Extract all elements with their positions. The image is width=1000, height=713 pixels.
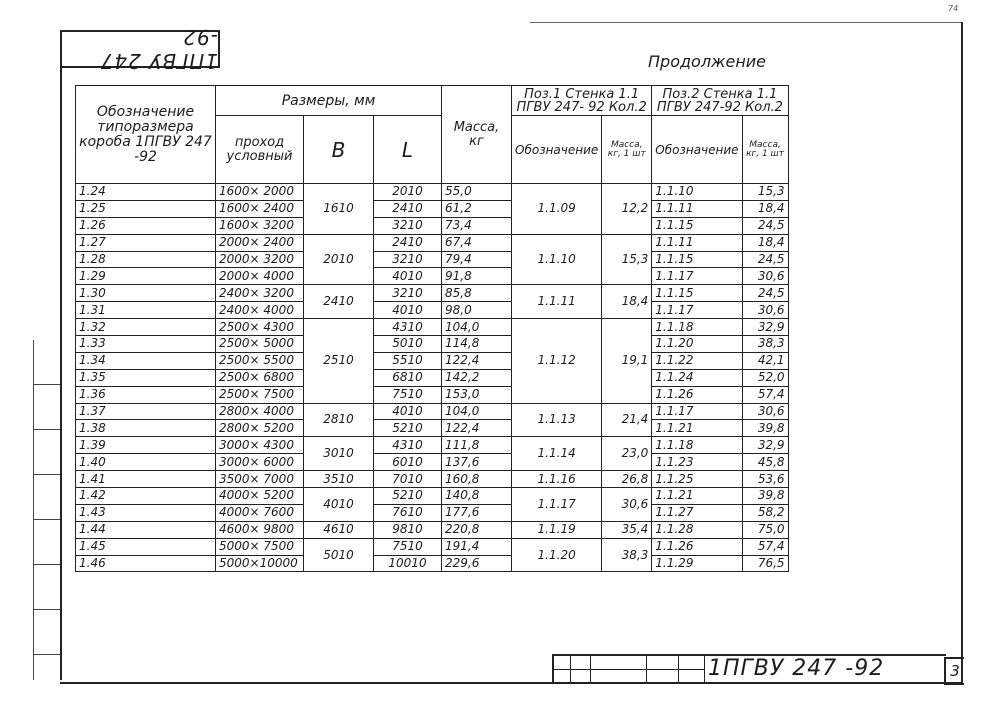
cell-mass: 191,4 — [442, 538, 512, 555]
binding-cell — [34, 385, 60, 430]
table-row — [76, 555, 789, 572]
table-row — [76, 268, 789, 285]
frame-top-line — [530, 22, 962, 23]
cell-pos2-designation: 1.1.28 — [652, 521, 742, 538]
cell-mass: 104,0 — [442, 403, 512, 420]
cell-pos2-mass: 24,5 — [742, 251, 788, 268]
cell-designation: 1.46 — [76, 555, 216, 572]
cell-passage: 2000× 3200 — [216, 251, 304, 268]
cell-pos2-mass: 53,6 — [742, 471, 788, 488]
table-body — [76, 184, 789, 572]
title-block-divider — [554, 669, 704, 670]
sheet-number: 3 — [944, 657, 964, 685]
cell-passage: 2500× 6800 — [216, 369, 304, 386]
cell-passage: 3000× 4300 — [216, 437, 304, 454]
cell-b: 3010 — [304, 437, 374, 471]
binding-cell — [34, 565, 60, 610]
table-row — [76, 200, 789, 217]
cell-pos2-mass: 32,9 — [742, 319, 788, 336]
cell-pos2-mass: 39,8 — [742, 420, 788, 437]
cell-pos2-designation: 1.1.17 — [652, 302, 742, 319]
title-block-cell — [678, 656, 705, 684]
cell-l: 7510 — [374, 386, 442, 403]
cell-mass: 160,8 — [442, 471, 512, 488]
cell-pos1-mass: 21,4 — [602, 403, 652, 437]
cell-pos2-mass: 24,5 — [742, 217, 788, 234]
cell-mass: 61,2 — [442, 200, 512, 217]
cell-pos1-mass: 26,8 — [602, 471, 652, 488]
cell-pos1-mass: 23,0 — [602, 437, 652, 471]
table-row — [76, 488, 789, 505]
cell-pos1-designation: 1.1.12 — [512, 319, 602, 403]
cell-designation: 1.28 — [76, 251, 216, 268]
cell-pos2-designation: 1.1.18 — [652, 437, 742, 454]
cell-pos2-mass: 30,6 — [742, 302, 788, 319]
cell-pos2-designation: 1.1.27 — [652, 504, 742, 521]
cell-passage: 2400× 3200 — [216, 285, 304, 302]
cell-designation: 1.35 — [76, 369, 216, 386]
header-passage: проход условный — [216, 116, 304, 184]
cell-designation: 1.43 — [76, 504, 216, 521]
cell-mass: 140,8 — [442, 488, 512, 505]
title-block-cell — [590, 656, 647, 684]
binding-cell — [34, 610, 60, 655]
table-row — [76, 319, 789, 336]
table-row — [76, 471, 789, 488]
cell-b: 1610 — [304, 184, 374, 235]
cell-pos2-designation: 1.1.21 — [652, 488, 742, 505]
page-corner-number: 74 — [948, 4, 959, 13]
cell-designation: 1.41 — [76, 471, 216, 488]
frame-left-line — [60, 30, 62, 680]
cell-designation: 1.30 — [76, 285, 216, 302]
cell-passage: 3500× 7000 — [216, 471, 304, 488]
header-pos1-designation: Обозначение — [512, 116, 602, 184]
cell-mass: 91,8 — [442, 268, 512, 285]
cell-mass: 98,0 — [442, 302, 512, 319]
cell-designation: 1.31 — [76, 302, 216, 319]
spec-table — [75, 85, 789, 572]
header-sizes-group: Размеры, мм — [216, 86, 442, 116]
cell-l: 5210 — [374, 420, 442, 437]
cell-mass: 73,4 — [442, 217, 512, 234]
table-row — [76, 437, 789, 454]
cell-pos1-mass: 38,3 — [602, 538, 652, 572]
cell-passage: 2000× 2400 — [216, 234, 304, 251]
cell-pos2-mass: 76,5 — [742, 555, 788, 572]
cell-pos2-mass: 18,4 — [742, 200, 788, 217]
cell-pos2-designation: 1.1.22 — [652, 352, 742, 369]
cell-mass: 104,0 — [442, 319, 512, 336]
cell-pos2-mass: 39,8 — [742, 488, 788, 505]
cell-l: 2010 — [374, 184, 442, 201]
cell-pos2-designation: 1.1.11 — [652, 200, 742, 217]
table-row — [76, 504, 789, 521]
cell-pos1-designation: 1.1.13 — [512, 403, 602, 437]
cell-l: 5010 — [374, 336, 442, 353]
table-row — [76, 217, 789, 234]
cell-pos2-designation: 1.1.11 — [652, 234, 742, 251]
cell-pos1-mass: 15,3 — [602, 234, 652, 285]
cell-b: 4610 — [304, 521, 374, 538]
cell-b: 2410 — [304, 285, 374, 319]
cell-l: 7510 — [374, 538, 442, 555]
cell-l: 4010 — [374, 403, 442, 420]
header-mass: Масса, кг — [442, 86, 512, 184]
cell-passage: 4000× 5200 — [216, 488, 304, 505]
cell-designation: 1.34 — [76, 352, 216, 369]
cell-passage: 2000× 4000 — [216, 268, 304, 285]
cell-pos2-designation: 1.1.25 — [652, 471, 742, 488]
cell-designation: 1.26 — [76, 217, 216, 234]
title-block-cell — [570, 656, 591, 684]
cell-b: 2810 — [304, 403, 374, 437]
cell-passage: 1600× 3200 — [216, 217, 304, 234]
cell-b: 2010 — [304, 234, 374, 285]
title-block-cell — [646, 656, 679, 684]
cell-pos2-mass: 18,4 — [742, 234, 788, 251]
cell-pos2-mass: 75,0 — [742, 521, 788, 538]
cell-pos2-designation: 1.1.23 — [652, 454, 742, 471]
table-row — [76, 302, 789, 319]
cell-pos1-designation: 1.1.11 — [512, 285, 602, 319]
cell-passage: 2500× 5500 — [216, 352, 304, 369]
table-row — [76, 184, 789, 201]
cell-l: 10010 — [374, 555, 442, 572]
cell-passage: 5000× 7500 — [216, 538, 304, 555]
cell-l: 7610 — [374, 504, 442, 521]
header-pos1-mass: Масса, кг, 1 шт — [602, 116, 652, 184]
cell-pos2-mass: 24,5 — [742, 285, 788, 302]
cell-pos1-mass: 30,6 — [602, 488, 652, 522]
cell-passage: 2800× 4000 — [216, 403, 304, 420]
table-row — [76, 336, 789, 353]
cell-pos1-mass: 18,4 — [602, 285, 652, 319]
cell-l: 3210 — [374, 285, 442, 302]
header-pos2-mass: Масса, кг, 1 шт — [742, 116, 788, 184]
table-row — [76, 403, 789, 420]
cell-pos2-designation: 1.1.29 — [652, 555, 742, 572]
continuation-label: Продолжение — [648, 52, 767, 71]
cell-mass: 137,6 — [442, 454, 512, 471]
cell-pos2-designation: 1.1.26 — [652, 538, 742, 555]
binding-cell — [34, 520, 60, 565]
cell-designation: 1.38 — [76, 420, 216, 437]
cell-pos2-designation: 1.1.15 — [652, 285, 742, 302]
cell-mass: 229,6 — [442, 555, 512, 572]
cell-mass: 153,0 — [442, 386, 512, 403]
cell-passage: 2400× 4000 — [216, 302, 304, 319]
cell-b: 4010 — [304, 488, 374, 522]
table-row — [76, 538, 789, 555]
cell-designation: 1.42 — [76, 488, 216, 505]
cell-l: 2410 — [374, 234, 442, 251]
table-row — [76, 234, 789, 251]
header-pos2-designation: Обозначение — [652, 116, 742, 184]
cell-passage: 2500× 4300 — [216, 319, 304, 336]
cell-designation: 1.32 — [76, 319, 216, 336]
header-pos1: Поз.1 Стенка 1.1 ПГВУ 247- 92 Кол.2 — [512, 86, 652, 116]
cell-mass: 177,6 — [442, 504, 512, 521]
cell-designation: 1.33 — [76, 336, 216, 353]
cell-mass: 85,8 — [442, 285, 512, 302]
header-col-l: L — [374, 116, 442, 184]
cell-mass: 79,4 — [442, 251, 512, 268]
cell-pos1-mass: 35,4 — [602, 521, 652, 538]
cell-l: 5510 — [374, 352, 442, 369]
cell-l: 6810 — [374, 369, 442, 386]
header-designation: Обозначение типоразмера короба 1ПГВУ 247 -92 — [76, 86, 216, 184]
table-row — [76, 386, 789, 403]
cell-l: 4310 — [374, 437, 442, 454]
cell-pos1-designation: 1.1.17 — [512, 488, 602, 522]
table-row — [76, 369, 789, 386]
cell-designation: 1.39 — [76, 437, 216, 454]
cell-pos2-mass: 30,6 — [742, 403, 788, 420]
cell-designation: 1.29 — [76, 268, 216, 285]
cell-l: 2410 — [374, 200, 442, 217]
cell-pos2-mass: 38,3 — [742, 336, 788, 353]
cell-designation: 1.27 — [76, 234, 216, 251]
cell-pos2-mass: 42,1 — [742, 352, 788, 369]
cell-designation: 1.24 — [76, 184, 216, 201]
cell-pos2-mass: 45,8 — [742, 454, 788, 471]
cell-pos2-designation: 1.1.10 — [652, 184, 742, 201]
cell-pos2-mass: 58,2 — [742, 504, 788, 521]
cell-pos1-designation: 1.1.16 — [512, 471, 602, 488]
cell-pos2-designation: 1.1.15 — [652, 251, 742, 268]
table-row — [76, 420, 789, 437]
cell-pos1-designation: 1.1.19 — [512, 521, 602, 538]
cell-pos2-designation: 1.1.21 — [652, 420, 742, 437]
title-block-cell — [554, 656, 571, 684]
cell-b: 3510 — [304, 471, 374, 488]
binding-cell — [34, 340, 60, 385]
cell-pos2-mass: 30,6 — [742, 268, 788, 285]
frame-right-line — [961, 22, 963, 684]
table-header — [76, 86, 789, 184]
cell-passage: 1600× 2400 — [216, 200, 304, 217]
cell-passage: 1600× 2000 — [216, 184, 304, 201]
cell-pos2-designation: 1.1.26 — [652, 386, 742, 403]
cell-designation: 1.25 — [76, 200, 216, 217]
header-col-b: В — [304, 116, 374, 184]
cell-l: 4010 — [374, 268, 442, 285]
cell-passage: 2800× 5200 — [216, 420, 304, 437]
cell-mass: 111,8 — [442, 437, 512, 454]
binding-cell — [34, 430, 60, 475]
cell-passage: 5000×10000 — [216, 555, 304, 572]
cell-mass: 55,0 — [442, 184, 512, 201]
cell-pos1-designation: 1.1.09 — [512, 184, 602, 235]
cell-passage: 4000× 7600 — [216, 504, 304, 521]
binding-strip — [33, 340, 60, 680]
cell-designation: 1.37 — [76, 403, 216, 420]
cell-pos2-designation: 1.1.24 — [652, 369, 742, 386]
cell-pos1-designation: 1.1.10 — [512, 234, 602, 285]
binding-cell — [34, 475, 60, 520]
cell-mass: 122,4 — [442, 352, 512, 369]
cell-b: 2510 — [304, 319, 374, 403]
cell-l: 3210 — [374, 251, 442, 268]
cell-pos2-designation: 1.1.17 — [652, 268, 742, 285]
cell-pos2-mass: 15,3 — [742, 184, 788, 201]
table-row — [76, 251, 789, 268]
cell-passage: 3000× 6000 — [216, 454, 304, 471]
cell-pos2-mass: 52,0 — [742, 369, 788, 386]
document-designation: 1ПГВУ 247 -92 — [708, 656, 885, 681]
stamp-text: 1ПГВУ 247 -92 — [99, 25, 218, 73]
cell-passage: 2500× 7500 — [216, 386, 304, 403]
cell-l: 4310 — [374, 319, 442, 336]
cell-pos2-designation: 1.1.17 — [652, 403, 742, 420]
cell-l: 9810 — [374, 521, 442, 538]
cell-mass: 122,4 — [442, 420, 512, 437]
cell-pos2-designation: 1.1.15 — [652, 217, 742, 234]
cell-mass: 220,8 — [442, 521, 512, 538]
table-row — [76, 454, 789, 471]
cell-pos1-designation: 1.1.20 — [512, 538, 602, 572]
cell-pos2-mass: 57,4 — [742, 386, 788, 403]
cell-l: 5210 — [374, 488, 442, 505]
cell-mass: 142,2 — [442, 369, 512, 386]
cell-b: 5010 — [304, 538, 374, 572]
cell-pos1-designation: 1.1.14 — [512, 437, 602, 471]
cell-designation: 1.45 — [76, 538, 216, 555]
cell-designation: 1.36 — [76, 386, 216, 403]
cell-pos2-mass: 57,4 — [742, 538, 788, 555]
header-pos2: Поз.2 Стенка 1.1 ПГВУ 247-92 Кол.2 — [652, 86, 788, 116]
table-row — [76, 352, 789, 369]
cell-pos2-mass: 32,9 — [742, 437, 788, 454]
cell-mass: 114,8 — [442, 336, 512, 353]
stamp-box — [60, 25, 220, 73]
table-row — [76, 521, 789, 538]
cell-l: 3210 — [374, 217, 442, 234]
cell-l: 4010 — [374, 302, 442, 319]
table-row — [76, 285, 789, 302]
cell-pos2-designation: 1.1.18 — [652, 319, 742, 336]
cell-designation: 1.44 — [76, 521, 216, 538]
cell-passage: 4600× 9800 — [216, 521, 304, 538]
cell-pos1-mass: 12,2 — [602, 184, 652, 235]
cell-pos2-designation: 1.1.20 — [652, 336, 742, 353]
cell-designation: 1.40 — [76, 454, 216, 471]
cell-l: 7010 — [374, 471, 442, 488]
cell-passage: 2500× 5000 — [216, 336, 304, 353]
cell-mass: 67,4 — [442, 234, 512, 251]
cell-l: 6010 — [374, 454, 442, 471]
cell-pos1-mass: 19,1 — [602, 319, 652, 403]
